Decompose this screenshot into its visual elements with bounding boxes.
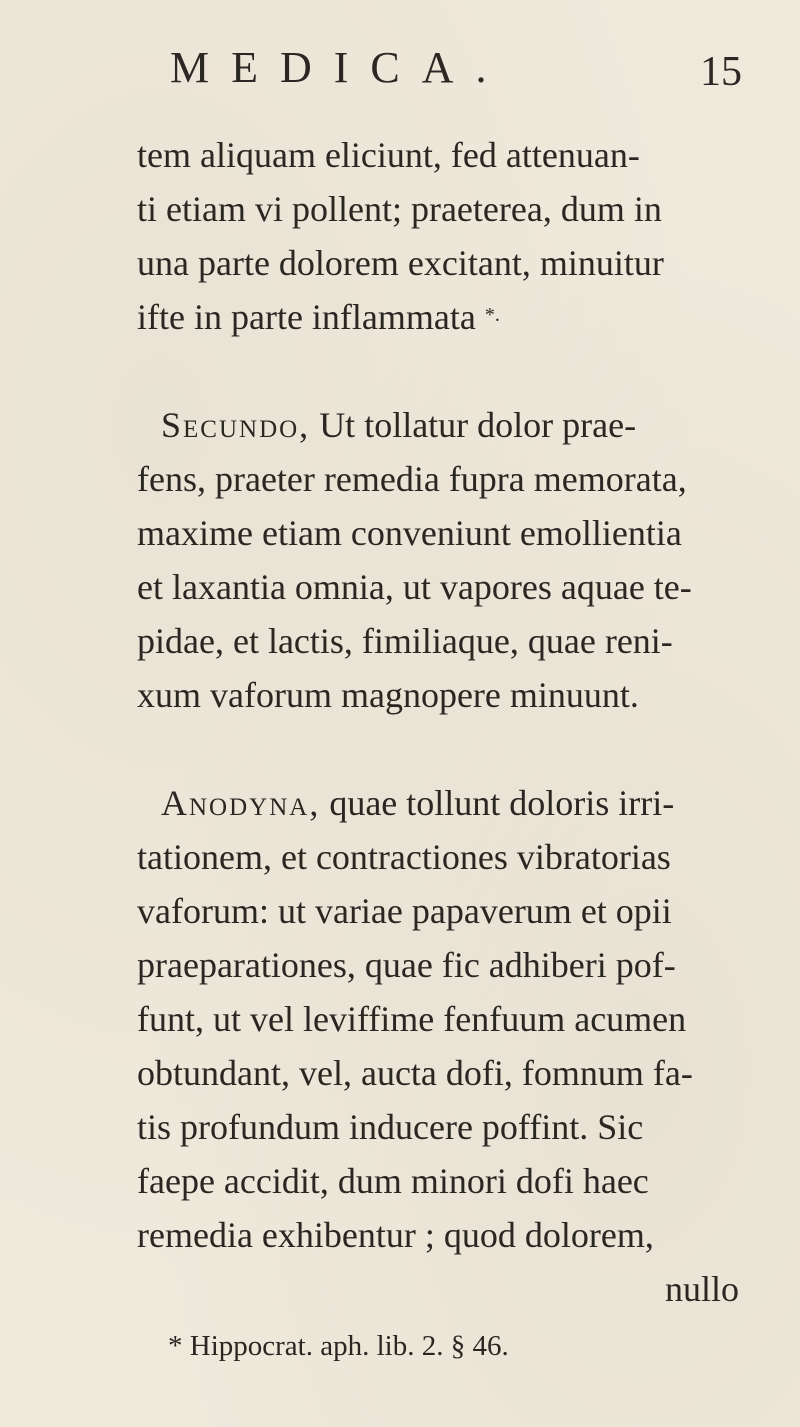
text-line: et laxantia omnia, ut vapores aquae te-	[137, 567, 692, 607]
text-fragment: quae tollunt doloris irri-	[320, 783, 675, 823]
body-text	[137, 128, 767, 1316]
text-line: funt, ut vel leviffime fenfuum acumen	[137, 999, 687, 1039]
text-line: una parte dolorem excitant, minuitur	[137, 243, 664, 283]
footnote-marker: *.	[484, 304, 500, 326]
text-line: tem aliquam eliciunt, fed attenuan-	[137, 135, 640, 175]
text-line: pidae, et lactis, fimiliaque, quae reni-	[137, 621, 673, 661]
text-line: maxime etiam conveniunt emollientia	[137, 513, 682, 553]
text-line: tationem, et contractiones vibratorias	[137, 837, 671, 877]
paragraph-2	[137, 398, 767, 722]
text-line: obtundant, vel, aucta dofi, fomnum fa-	[137, 1053, 693, 1093]
text-fragment: ifte in parte inflammata	[137, 297, 476, 337]
running-title: MEDICA.	[170, 43, 509, 92]
lead-word: Secundo,	[161, 405, 311, 445]
text-line: ti etiam vi pollent; praeterea, dum in	[137, 189, 662, 229]
text-line: tis profundum inducere poffint. Sic	[137, 1107, 644, 1147]
lead-word: Anodyna,	[161, 783, 321, 823]
text-line-lead	[137, 776, 767, 830]
text-line: praeparationes, quae fic adhiberi pof-	[137, 945, 676, 985]
paragraph-3	[137, 776, 767, 1316]
text-line: remedia exhibentur ; quod dolorem,	[137, 1215, 654, 1255]
running-head	[170, 42, 742, 102]
text-line: vaforum: ut variae papaverum et opii	[137, 891, 672, 931]
catchword: nullo	[664, 1269, 739, 1309]
text-fragment: Ut tollatur dolor prae-	[310, 405, 637, 445]
text-line-lead	[137, 398, 767, 452]
text-line: faepe accidit, dum minori dofi haec	[137, 1161, 649, 1201]
text-line: fens, praeter remedia fupra memorata,	[137, 459, 687, 499]
footnote: * Hippocrat. aph. lib. 2. § 46.	[168, 1330, 509, 1362]
paragraph-gap	[137, 344, 767, 398]
paragraph-gap	[137, 722, 767, 776]
page-number: 15	[700, 49, 742, 95]
paragraph-1	[137, 128, 767, 344]
text-line: xum vaforum magnopere minuunt.	[137, 675, 639, 715]
text-line-with-marker	[137, 290, 767, 344]
